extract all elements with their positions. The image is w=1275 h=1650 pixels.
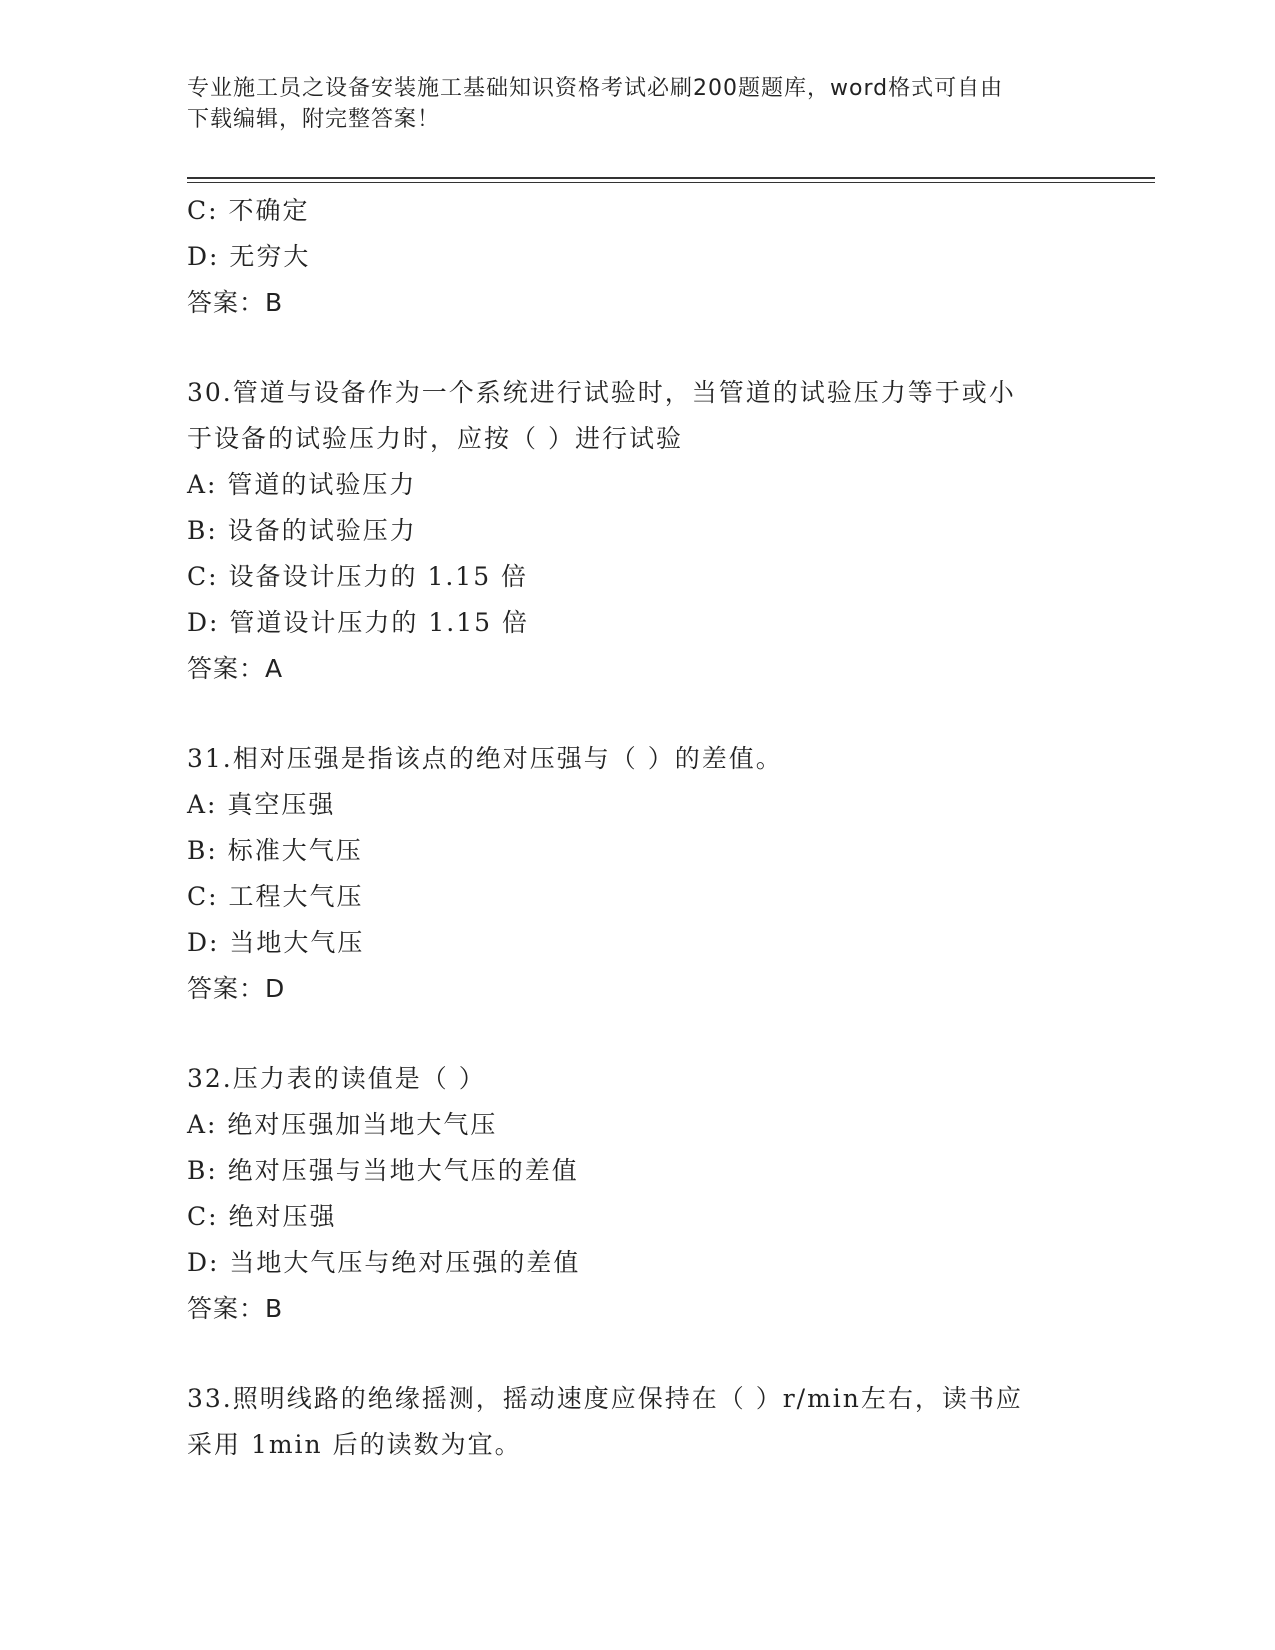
option-d: D: 无穷大 [187, 242, 311, 271]
question-stem: 30.管道与设备作为一个系统进行试验时，当管道的试验压力等于或小 [187, 378, 1016, 407]
question-list [187, 188, 1087, 1468]
option-c: C: 工程大气压 [187, 882, 364, 911]
option-d: D: 当地大气压 [187, 928, 365, 957]
spacer [187, 326, 1087, 370]
question-29-continuation [187, 188, 1087, 326]
question-stem: 31.相对压强是指该点的绝对压强与（ ）的差值。 [187, 744, 783, 773]
page-header [187, 73, 1087, 135]
question-stem: 采用 1min 后的读数为宜。 [187, 1430, 522, 1459]
header-divider-thick [187, 177, 1155, 179]
option-d: D: 管道设计压力的 1.15 倍 [187, 608, 529, 637]
answer: 答案：B [187, 1294, 284, 1323]
question-33 [187, 1376, 1087, 1468]
question-30 [187, 370, 1087, 692]
option-b: B: 设备的试验压力 [187, 516, 417, 545]
header-line-2: 下载编辑，附完整答案！ [187, 107, 441, 132]
answer: 答案：A [187, 654, 284, 683]
option-d: D: 当地大气压与绝对压强的差值 [187, 1248, 581, 1277]
question-stem: 32.压力表的读值是（ ） [187, 1064, 486, 1093]
option-c: C: 绝对压强 [187, 1202, 337, 1231]
option-a: A: 管道的试验压力 [187, 470, 417, 499]
spacer [187, 1012, 1087, 1056]
option-c: C: 设备设计压力的 1.15 倍 [187, 562, 529, 591]
answer: 答案：B [187, 288, 284, 317]
answer: 答案：D [187, 974, 286, 1003]
header-divider-thin [187, 182, 1155, 183]
option-b: B: 标准大气压 [187, 836, 363, 865]
spacer [187, 1332, 1087, 1376]
question-stem: 33.照明线路的绝缘摇测，摇动速度应保持在（ ）r/min左右，读书应 [187, 1384, 1023, 1413]
spacer [187, 692, 1087, 736]
header-line-1: 专业施工员之设备安装施工基础知识资格考试必刷200题题库，word格式可自由 [187, 76, 1004, 101]
question-32 [187, 1056, 1087, 1332]
option-b: B: 绝对压强与当地大气压的差值 [187, 1156, 579, 1185]
question-31 [187, 736, 1087, 1012]
question-stem: 于设备的试验压力时，应按（ ）进行试验 [187, 424, 683, 453]
option-a: A: 绝对压强加当地大气压 [187, 1110, 498, 1139]
option-c: C: 不确定 [187, 196, 310, 225]
option-a: A: 真空压强 [187, 790, 336, 819]
